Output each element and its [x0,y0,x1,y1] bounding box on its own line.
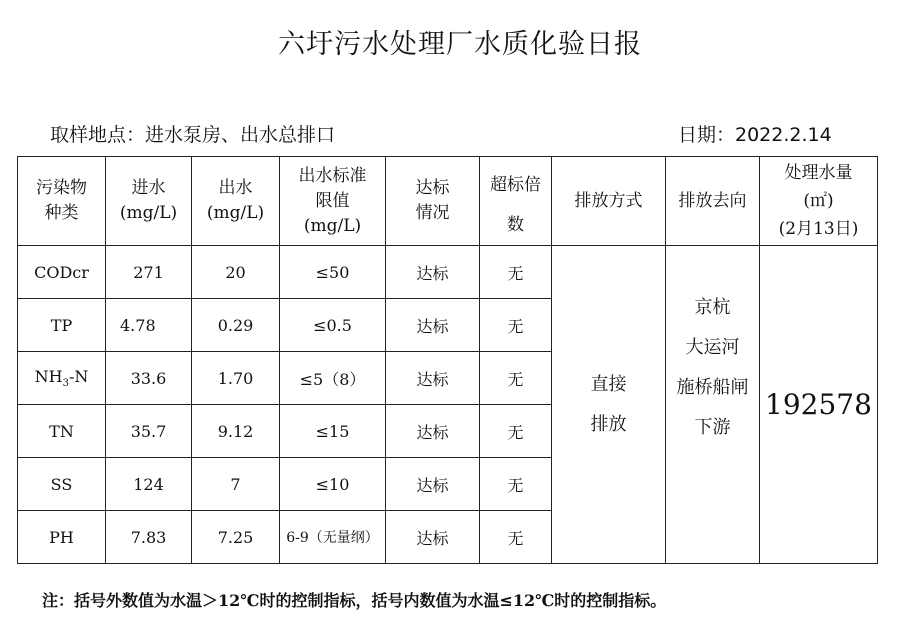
limit-value: 6-9（无量纲） [280,511,386,564]
limit-value: ≤0.5 [280,299,386,352]
header-pollutant: 污染物 种类 [18,157,106,246]
header-row [18,157,878,246]
exceed-value: 无 [480,405,552,458]
header-limit: 出水标准 限值 (mg/L) [280,157,386,246]
effluent-value: 1.70 [192,352,280,405]
pollutant-name: PH [18,511,106,564]
influent-value: 33.6 [106,352,192,405]
treated-volume: 192578 [760,246,878,564]
influent-value: 35.7 [106,405,192,458]
discharge-method-cell: 直接 排放 [552,246,666,564]
status-value: 达标 [386,246,480,299]
water-quality-table [17,156,878,564]
sampling-location: 取样地点：进水泵房、出水总排口 [50,124,336,146]
pollutant-name: TN [18,405,106,458]
influent-value: 4.78 [106,299,192,352]
limit-value: ≤10 [280,458,386,511]
exceed-value: 无 [480,511,552,564]
header-influent: 进水 (mg/L) [106,157,192,246]
status-value: 达标 [386,405,480,458]
effluent-value: 7 [192,458,280,511]
pollutant-name: SS [18,458,106,511]
discharge-dest-cell: 京杭 大运河 施桥船闸 下游 [666,246,760,564]
footnote: 注：括号外数值为水温＞12℃时的控制指标，括号内数值为水温≤12℃时的控制指标。 [42,591,667,610]
limit-value: ≤15 [280,405,386,458]
limit-value: ≤50 [280,246,386,299]
table-row [18,246,878,299]
effluent-value: 9.12 [192,405,280,458]
report-title: 六圩污水处理厂水质化验日报 [278,29,642,60]
status-value: 达标 [386,299,480,352]
header-exceed: 超标倍 数 [480,157,552,246]
exceed-value: 无 [480,458,552,511]
limit-value: ≤5（8） [280,352,386,405]
effluent-value: 0.29 [192,299,280,352]
status-value: 达标 [386,511,480,564]
effluent-value: 7.25 [192,511,280,564]
exceed-value: 无 [480,299,552,352]
header-effluent: 出水 (mg/L) [192,157,280,246]
pollutant-name: TP [18,299,106,352]
report-date: 日期：2022.2.14 [678,124,832,146]
effluent-value: 20 [192,246,280,299]
exceed-value: 无 [480,246,552,299]
status-value: 达标 [386,458,480,511]
pollutant-name: $NH_3-N$ [18,352,106,405]
exceed-value: 无 [480,352,552,405]
status-value: 达标 [386,352,480,405]
header-status: 达标 情况 [386,157,480,246]
header-discharge-dest: 排放去向 [666,157,760,246]
influent-value: 124 [106,458,192,511]
header-discharge-method: 排放方式 [552,157,666,246]
header-volume: 处理水量 (㎡) (2月13日) [760,157,878,246]
influent-value: 271 [106,246,192,299]
influent-value: 7.83 [106,511,192,564]
pollutant-name: CODcr [18,246,106,299]
